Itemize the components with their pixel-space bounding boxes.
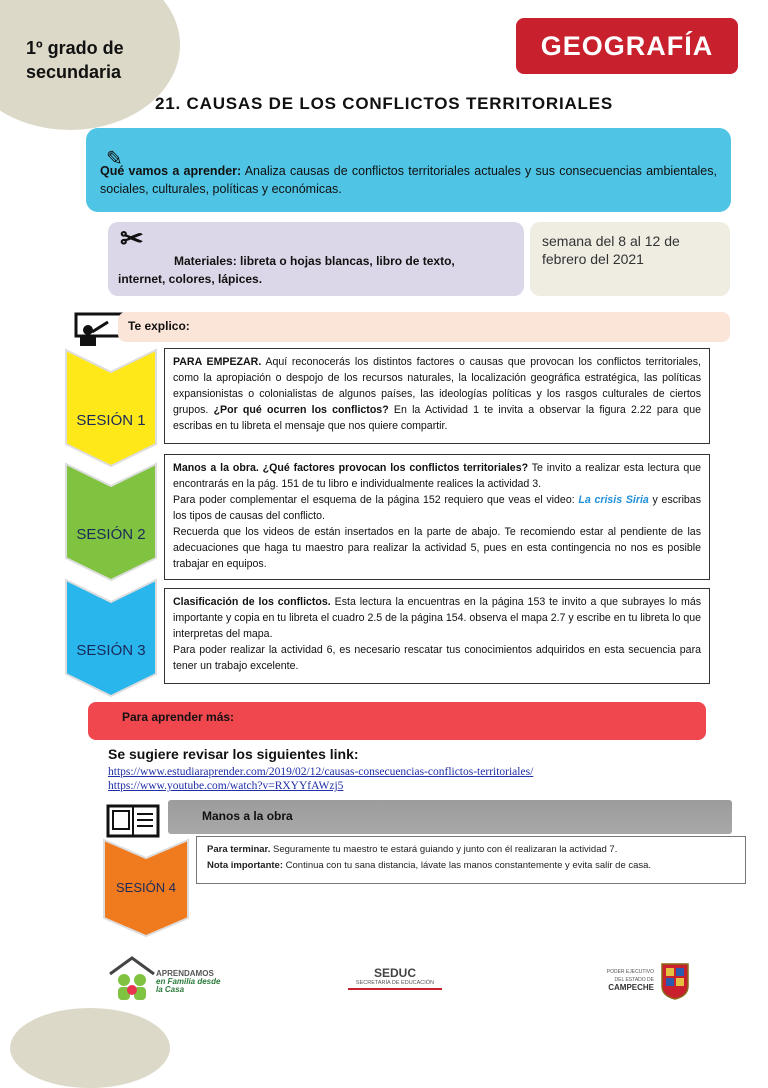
campeche-line3: CAMPECHE	[608, 983, 654, 992]
session-3-label: SESIÓN 3	[76, 642, 146, 659]
session-4-label: SESIÓN 4	[116, 880, 176, 895]
campeche-line1: PODER EJECUTIVO	[606, 969, 654, 975]
learn-more-label: Para aprender más:	[122, 710, 235, 724]
grade-label	[26, 36, 124, 84]
session-1-text: Aquí reconocerás los distintos factores o causas que provocan los conflictos territoriales, como la apropiación o despojo de los recursos naturales, la localización geográfica estratégica, las políticas expansionistas o colonialistas de algunos países, las ideologías políticas y los rasgos culturales de ciertos grupos.	[173, 356, 701, 416]
session-4-p2-lead: Nota importante:	[207, 860, 283, 871]
materials-box	[108, 222, 524, 296]
session-1-lead: PARA EMPEZAR.	[173, 356, 262, 368]
scissors-icon: ✂	[120, 223, 144, 254]
session-4-p2-text: Continua con tu sana distancia, lávate las manos constantemente y evita salir de casa.	[283, 860, 652, 871]
suggest-heading: Se sugiere revisar los siguientes link:	[108, 746, 359, 762]
session-1-chevron	[62, 346, 160, 470]
seduc-divider	[348, 988, 442, 990]
pencil-icon: ✎	[106, 148, 123, 170]
explain-label: Te explico:	[128, 319, 190, 333]
page-title: 21. CAUSAS DE LOS CONFLICTOS TERRITORIALES	[154, 94, 614, 113]
aprendamos-line1: APRENDAMOS	[156, 969, 214, 978]
video-link[interactable]: La crisis Siria	[578, 494, 649, 506]
campeche-logo	[596, 962, 696, 1002]
session-2-para2a: Para poder complementar el esquema de la página 152 requiero que veas el video:	[173, 494, 579, 506]
seduc-title: SEDUC	[373, 966, 416, 980]
session-2-label: SESIÓN 2	[76, 526, 146, 543]
session-2-box	[164, 454, 710, 580]
resource-link-1[interactable]: https://www.estudiaraprender.com/2019/02/12/causas-consecuencias-conflictos-territoriales/	[108, 766, 534, 778]
materials-line2: internet, colores, lápices.	[118, 272, 263, 286]
week-box: semana del 8 al 12 de febrero del 2021	[530, 222, 730, 296]
aprendamos-line3: la Casa	[156, 985, 185, 994]
learn-more-bar	[88, 702, 706, 740]
resource-link-2[interactable]: https://www.youtube.com/watch?v=RXYYfAWzj5	[108, 780, 344, 792]
session-1-text2: En la Actividad 1 te invita a observar la figura 2.22 para que escribas en tu libreta el mensaje que nos quiere compartir.	[173, 404, 701, 432]
grade-line1: 1º grado de	[26, 38, 124, 58]
session-4-chevron	[100, 836, 192, 940]
session-4-p1-lead: Para terminar.	[207, 844, 271, 855]
coat-of-arms-icon	[660, 962, 690, 1000]
learning-goal-text: Analiza causas de conflictos territoriales actuales y sus consecuencias ambientales, sociales, culturales, políticas y económicas.	[100, 164, 717, 196]
hands-on-label: Manos a la obra	[202, 809, 293, 823]
session-3-box	[164, 588, 710, 684]
session-3-para2: Para poder realizar la actividad 6, es necesario rescatar tus conocimientos adquiridos en esta secuencia para tener un trabajo excelente.	[173, 644, 701, 672]
book-icon	[106, 804, 160, 838]
campeche-line2: DEL ESTADO DE	[614, 977, 654, 983]
session-2-para2b: y escribas los tipos de causas del conflicto.	[173, 494, 702, 522]
learning-goal-label: Qué vamos a aprender:	[100, 164, 242, 178]
explain-bar	[118, 312, 730, 342]
learning-goal-box	[86, 128, 731, 212]
session-1-question: ¿Por qué ocurren los conflictos?	[213, 404, 389, 416]
session-2-text: Te invito a realizar esta lectura que encontrarás en la pág. 151 de tu libro e individualmente realices la actividad 3.	[173, 462, 701, 490]
aprendamos-line2: en Familia desde	[156, 977, 221, 986]
house-family-icon	[108, 954, 156, 1002]
session-4-p1-text: Seguramente tu maestro te estará guiando y junto con él realizaran la actividad 7.	[270, 844, 618, 855]
session-2-chevron	[62, 460, 160, 584]
session-1-label: SESIÓN 1	[76, 412, 146, 429]
aprendamos-logo	[108, 954, 228, 1002]
seduc-logo	[340, 966, 450, 990]
subject-badge: GEOGRAFÍA	[516, 18, 738, 74]
hands-on-bar	[168, 800, 732, 834]
session-1-box	[164, 348, 710, 444]
session-3-lead: Clasificación de los conflictos.	[173, 596, 331, 608]
decorative-blob-bottom	[10, 1008, 170, 1088]
seduc-subtitle: SECRETARÍA DE EDUCACIÓN	[355, 980, 435, 986]
session-3-chevron	[62, 576, 160, 700]
session-4-box	[196, 836, 746, 884]
grade-line2: secundaria	[26, 62, 122, 82]
session-3-text: Esta lectura la encuentras en la página 153 te invito a que subrayes lo más importante y copia en tu libreta el cuadro 2.5 de la página 154. observa el mapa 2.7 y escribe en tu libreta lo que interpretas del mapa.	[173, 596, 702, 640]
materials-line1: Materiales: libreta o hojas blancas, libro de texto,	[174, 254, 455, 268]
session-2-para3: Recuerda que los videos de están insertados en la parte de abajo. Te recomiendo estar al pendiente de las adecuaciones que haga tu maestro para realizar la actividad 5, pues en esta contingencia no nos es posible trabajar en equipos.	[173, 526, 701, 570]
session-2-lead: Manos a la obra. ¿Qué factores provocan los conflictos territoriales?	[173, 462, 529, 474]
